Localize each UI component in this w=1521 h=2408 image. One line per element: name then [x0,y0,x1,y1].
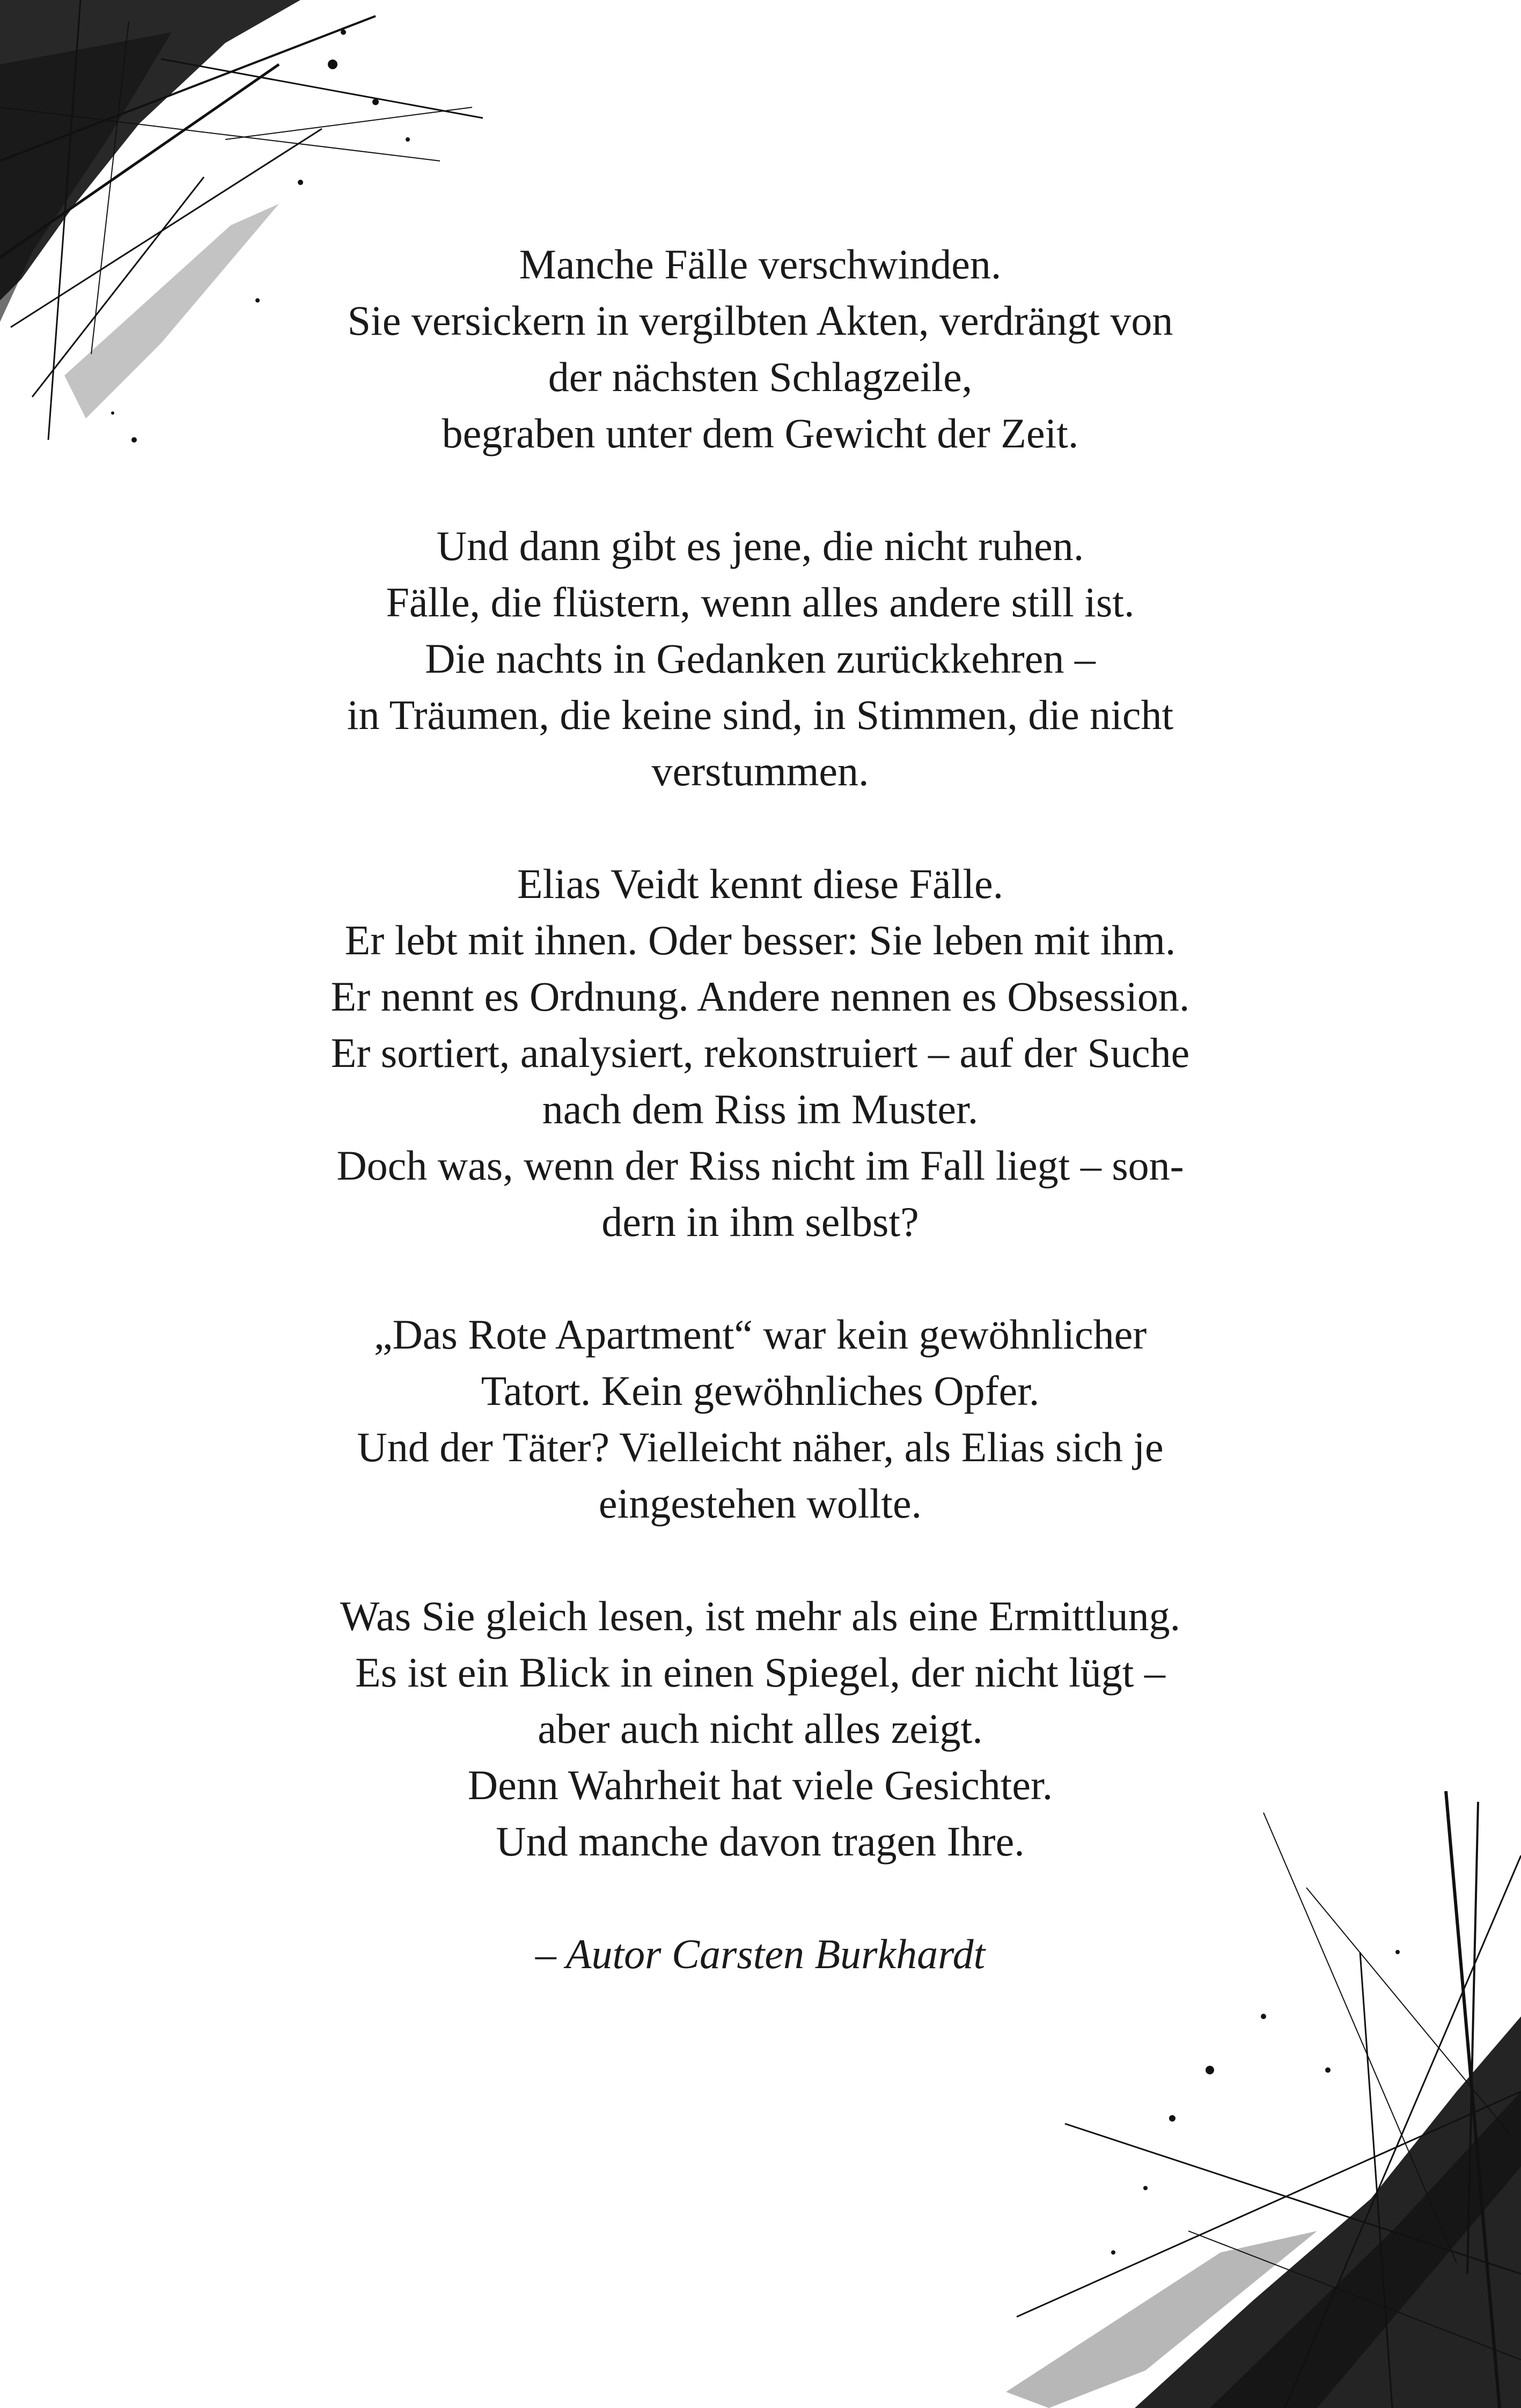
stanza [224,518,1297,799]
text-line: in Träumen, die keine sind, in Stimmen, die nicht [347,691,1174,738]
text-line: aber auch nicht alles zeigt. [538,1705,983,1752]
text-line: Fälle, die flüstern, wenn alles andere still ist. [386,579,1135,625]
text-line: Er lebt mit ihnen. Oder besser: Sie leben mit ihm. [344,917,1176,963]
stanza [224,856,1297,1250]
author-signature: – Autor Carsten Burkhardt [535,1931,986,1977]
text-line: Denn Wahrheit hat viele Gesichter. [467,1762,1053,1808]
text-line: „Das Rote Apartment“ war kein gewöhnlicher [373,1311,1147,1358]
stanza [224,1588,1297,1869]
text-line: Die nachts in Gedanken zurückkehren – [425,635,1096,682]
text-line: Und dann gibt es jene, die nicht ruhen. [436,522,1084,569]
text-line: Tatort. Kein gewöhnliches Opfer. [481,1367,1040,1414]
text-line: begraben unter dem Gewicht der Zeit. [442,410,1079,456]
text-line: verstummen. [651,748,869,794]
stanza [224,236,1297,461]
text-line: Und der Täter? Vielleicht näher, als Elias sich je [357,1424,1164,1470]
text-line: Was Sie gleich lesen, ist mehr als eine Ermittlung. [340,1593,1181,1639]
text-line: Doch was, wenn der Riss nicht im Fall liegt – son- [336,1142,1184,1189]
text-line: Sie versickern in vergilbten Akten, verdrängt von [347,297,1173,344]
text-line: Manche Fälle verschwinden. [519,241,1002,288]
text-line: Er nennt es Ordnung. Andere nennen es Obsession. [330,973,1190,1020]
text-line: nach dem Riss im Muster. [542,1086,979,1132]
text-line: Und manche davon tragen Ihre. [496,1818,1025,1865]
stanza [224,1306,1297,1531]
text-line: eingestehen wollte. [598,1480,922,1527]
text-line: dern in ihm selbst? [601,1198,919,1245]
foreword-text [224,236,1297,1982]
text-line: der nächsten Schlagzeile, [548,354,973,400]
text-line: Elias Veidt kennt diese Fälle. [517,860,1004,907]
text-line: Er sortiert, analysiert, rekonstruiert – auf der Suche [330,1029,1190,1076]
text-line: Es ist ein Blick in einen Spiegel, der nicht lügt – [355,1649,1165,1696]
